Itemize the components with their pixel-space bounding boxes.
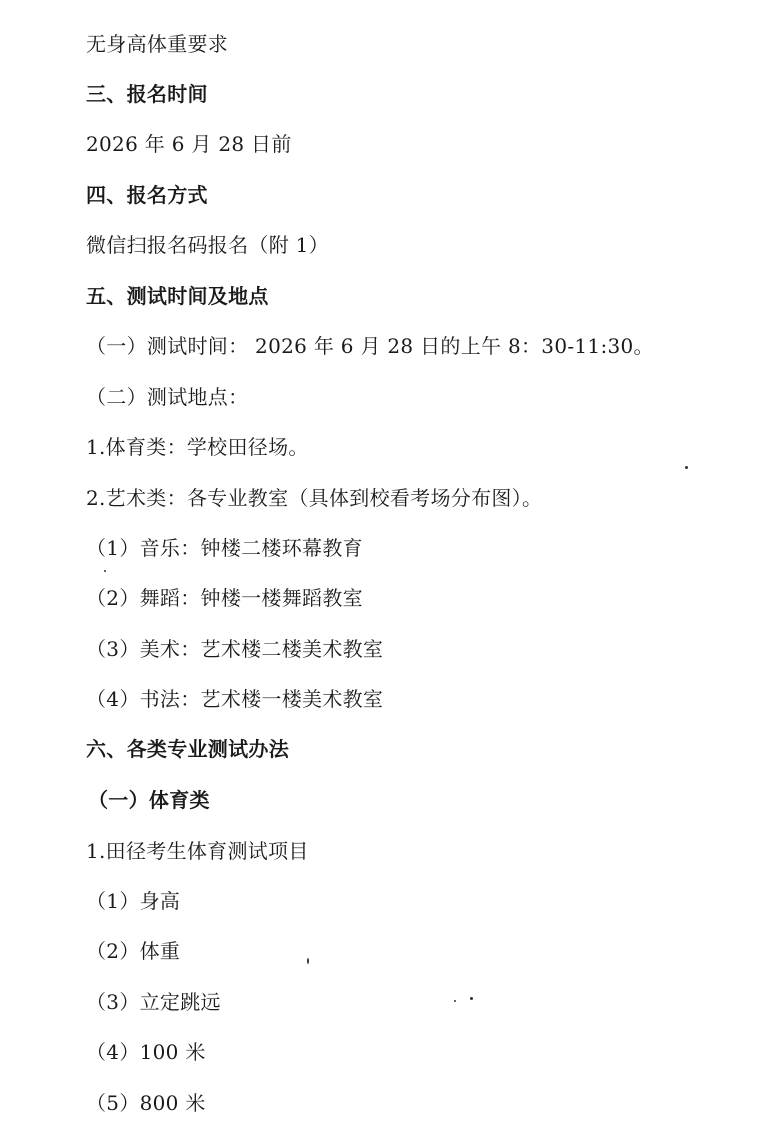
list-item-weight: （2）体重 bbox=[86, 939, 181, 963]
heading-test-time-location: 五、测试时间及地点 bbox=[86, 284, 269, 308]
list-item-100m: （4）100 米 bbox=[86, 1040, 206, 1064]
text-arts-location: 2.艺术类：各专业教室（具体到校看考场分布图）。 bbox=[86, 486, 543, 510]
scan-speck bbox=[454, 1000, 456, 1002]
list-item-height: （1）身高 bbox=[86, 889, 181, 913]
text-sports-location: 1.体育类：学校田径场。 bbox=[86, 435, 309, 459]
text-music-location: （1）音乐：钟楼二楼环幕教育 bbox=[86, 536, 363, 560]
list-item-800m: （5）800 米 bbox=[86, 1091, 206, 1115]
scan-speck bbox=[104, 570, 106, 572]
list-item-standing-long-jump: （3）立定跳远 bbox=[86, 990, 221, 1014]
text-no-height-weight-requirement: 无身高体重要求 bbox=[86, 32, 229, 56]
scan-speck bbox=[685, 466, 688, 469]
text-registration-deadline: 2026 年 6 月 28 日前 bbox=[86, 132, 292, 156]
scan-speck bbox=[470, 997, 473, 1000]
text-calligraphy-location: （4）书法：艺术楼一楼美术教室 bbox=[86, 687, 384, 711]
text-track-field-items: 1.田径考生体育测试项目 bbox=[86, 839, 309, 863]
heading-registration-method: 四、报名方式 bbox=[86, 183, 208, 207]
text-test-location-label: （二）测试地点： bbox=[86, 385, 249, 409]
text-dance-location: （2）舞蹈：钟楼一楼舞蹈教室 bbox=[86, 586, 363, 610]
heading-registration-time: 三、报名时间 bbox=[86, 82, 208, 106]
heading-sports-category: （一）体育类 bbox=[88, 788, 210, 812]
text-test-time: （一）测试时间： 2026 年 6 月 28 日的上午 8：30-11:30。 bbox=[86, 334, 654, 358]
text-registration-method: 微信扫报名码报名（附 1） bbox=[86, 233, 329, 257]
text-fine-arts-location: （3）美术：艺术楼二楼美术教室 bbox=[86, 637, 384, 661]
scan-speck bbox=[307, 958, 309, 964]
heading-test-methods: 六、各类专业测试办法 bbox=[86, 737, 289, 761]
